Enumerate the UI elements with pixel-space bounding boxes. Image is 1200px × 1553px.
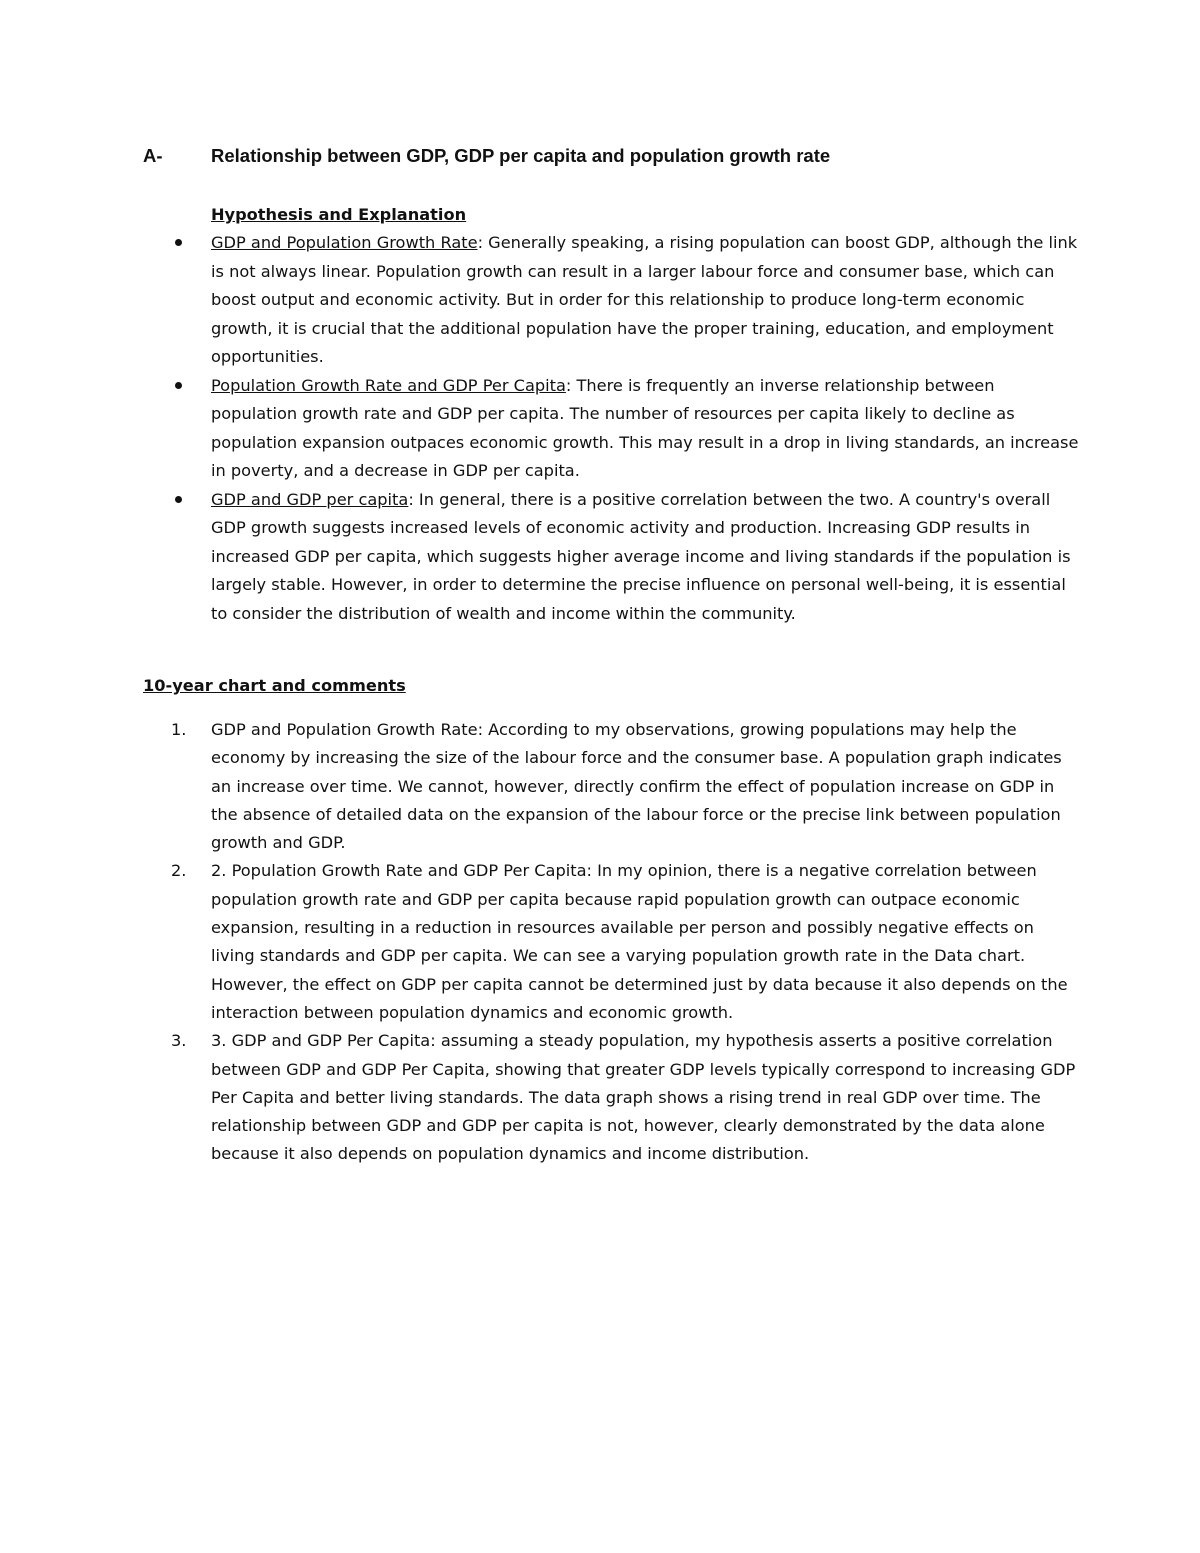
list-item-term: GDP and Population Growth Rate [211,233,478,252]
hypothesis-heading: Hypothesis and Explanation [211,205,467,224]
list-item-text: : In general, there is a positive correlation between the two. A country's overall GDP growth suggests increased levels of economic activity and production. Increasing GDP results in increased GDP per capita, which suggests higher average income and living standards if the population is largely stable. However, in order to determine the precise influence on personal well-being, it is essential to consider the distribution of wealth and income within the community. [211,489,1071,623]
chart-comments-heading: 10-year chart and comments [143,676,406,695]
list-item-text: : There is frequently an inverse relationship between population growth rate and GDP per capita. The number of resources per capita likely to decline as population expansion outpaces economic growth. This may result in a drop in living standards, an increase in poverty, and a decrease in GDP per capita. [211,375,1079,480]
section-a-prefix: A- [143,145,163,166]
list-item-text: GDP and Population Growth Rate: According to my observations, growing populations may help the economy by increasing the size of the labour force and the consumer base. A population graph indicates an increase over time. We cannot, however, directly confirm the effect of population increase on GDP in the absence of detailed data on the expansion of the labour force or the precise link between population growth and GDP. [211,720,1062,853]
list-item-text: 2. Population Growth Rate and GDP Per Capita: In my opinion, there is a negative correlation between population growth rate and GDP per capita because rapid population growth can outpace economic expansion, resulting in a reduction in resources available per person and possibly negative effects on living standards and GDP per capita. We can see a varying population growth rate in the Data chart. However, the effect on GDP per capita cannot be determined just by data because it also depends on the interaction between population dynamics and economic growth. [211,861,1068,1022]
bullet-dot-icon [175,382,182,389]
list-item [211,486,1081,629]
list-item-text: : Generally speaking, a rising population can boost GDP, although the link is not always linear. Population growth can result in a larger labour force and consumer base, which can boost output and economic activity. But in order for this relationship to produce long-term economic growth, it is crucial that the additional population have the proper training, education, and employment opportunities. [211,233,1078,366]
list-item-number: 2. [171,861,187,881]
list-item-text: 3. GDP and GDP Per Capita: assuming a steady population, my hypothesis asserts a positive correlation between GDP and GDP Per Capita, showing that greater GDP levels typically correspond to increasing GDP Per Capita and better living standards. The data graph shows a rising trend in real GDP over time. The relationship between GDP and GDP per capita is not, however, clearly demonstrated by the data alone because it also depends on population dynamics and income distribution. [211,1031,1076,1164]
list-item-term: GDP and GDP per capita [211,489,409,509]
bullet-dot-icon [175,239,182,246]
list-item-number: 3. [171,1031,187,1051]
list-item-number: 1. [171,720,187,739]
chart-comments-list [171,716,1081,1169]
bullet-dot-icon [175,496,182,503]
hypothesis-list [211,229,1081,628]
section-a-title: Relationship between GDP, GDP per capita and population growth rate [211,145,831,166]
list-item [211,372,1081,486]
list-item [171,1027,1081,1168]
section-a-heading [143,142,1103,170]
list-item [211,229,1081,372]
list-item [171,716,1081,857]
list-item-term: Population Growth Rate and GDP Per Capita [211,375,566,395]
list-item [171,857,1081,1027]
